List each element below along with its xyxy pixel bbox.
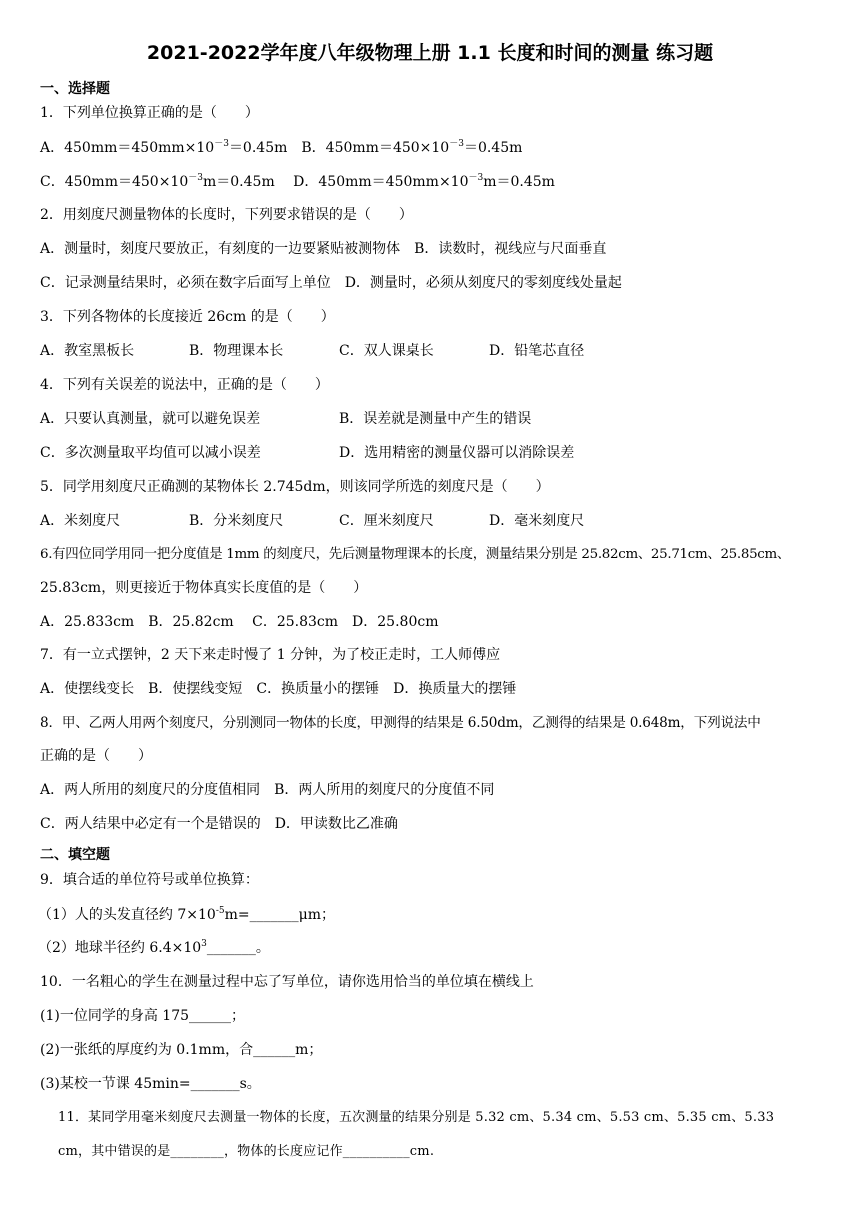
question-11-line-1: 11．某同学用毫米刻度尺去测量一物体的长度，五次测量的结果分别是 5.32 cm、5.34 cm、5.53 cm、5.35 cm、5.33 <box>58 1110 775 1125</box>
question-7-options: A．使摆线变长 B．使摆线变短 C．换质量小的摆锤 D．换质量大的摆锤 <box>40 681 517 697</box>
q5-option-d: D．毫米刻度尺 <box>489 513 585 529</box>
question-11-line-2: cm，其中错误的是________，物体的长度应记作__________cm. <box>58 1144 435 1159</box>
question-10-part-3: (3)某校一节课 45min=_______s。 <box>40 1076 261 1092</box>
question-9-part-2 <box>38 939 826 957</box>
q9-p2-exp: 3 <box>201 939 207 949</box>
question-10-part-2: (2)一张纸的厚度约为 0.1mm，合______m； <box>40 1042 323 1058</box>
q1-cd-text-3: m＝0.45m <box>483 174 555 190</box>
question-6-stem-line-2: 25.83cm，则更接近于物体真实长度值的是（ ） <box>40 580 368 596</box>
question-2-stem: 2．用刻度尺测量物体的长度时，下列要求错误的是（ ） <box>40 207 413 223</box>
q1-ab-text-1: A．450mm＝450mm×10 <box>40 140 215 156</box>
question-7-stem: 7．有一立式摆钟，2 天下来走时慢了 1 分钟，为了校正走时，工人师傅应 <box>40 647 501 663</box>
q4-option-c: C．多次测量取平均值可以减小误差 <box>40 445 261 461</box>
question-1-stem: 1．下列单位换算正确的是（ ） <box>40 105 259 121</box>
question-2-options-ab: A．测量时，刻度尺要放正，有刻度的一边要紧贴被测物体 B．读数时，视线应与尺面垂直 <box>40 241 607 257</box>
question-4-stem: 4．下列有关误差的说法中，正确的是（ ） <box>40 377 329 393</box>
question-9-part-1 <box>38 906 826 924</box>
q5-option-c: C．厘米刻度尺 <box>339 513 434 529</box>
question-6-options: A．25.833cm B．25.82cm C．25.83cm D．25.80cm <box>40 614 439 630</box>
q9-p2-text-1: （2）地球半径约 6.4×10 <box>38 940 202 956</box>
q9-p1-text-2: m=_______μm； <box>224 907 335 923</box>
q5-option-b: B．分米刻度尺 <box>189 513 284 529</box>
question-8-stem-line-2: 正确的是（ ） <box>40 748 152 764</box>
q3-option-d: D．铅笔芯直径 <box>489 343 585 359</box>
q1-cd-text-2: m＝0.45m D．450mm＝450mm×10 <box>203 174 469 190</box>
q1-cd-exp-1: －3 <box>188 173 203 183</box>
q1-cd-exp-2: －3 <box>468 173 484 183</box>
q1-ab-exp-1: －3 <box>214 139 229 149</box>
q3-option-b: B．物理课本长 <box>189 343 284 359</box>
question-10-stem: 10．一名粗心的学生在测量过程中忘了写单位，请你选用恰当的单位填在横线上 <box>40 974 534 990</box>
question-3-stem: 3．下列各物体的长度接近 26cm 的是（ ） <box>40 309 335 325</box>
q1-ab-exp-2: －3 <box>449 139 464 149</box>
q9-p1-text-1: （1）人的头发直径约 7×10 <box>38 907 216 923</box>
question-10-part-1: (1)一位同学的身高 175______； <box>40 1008 246 1024</box>
section-heading-choice: 一、选择题 <box>40 81 110 97</box>
question-6-stem-line-1: 6.有四位同学用同一把分度值是 1mm 的刻度尺，先后测量物理课本的长度，测量结果分别是 25.82cm、25.71cm、25.85cm、 <box>40 547 790 562</box>
question-1-options-ab <box>40 139 826 157</box>
question-2-options-cd: C．记录测量结果时，必须在数字后面写上单位 D．测量时，必须从刻度尺的零刻度线处量起 <box>40 275 622 291</box>
q1-ab-text-3: ＝0.45m <box>463 140 523 156</box>
q9-p1-exp: -5 <box>215 906 225 916</box>
question-1-options-cd <box>40 173 826 191</box>
question-9-stem: 9．填合适的单位符号或单位换算： <box>40 872 259 888</box>
q9-p2-text-2: _______。 <box>206 940 270 956</box>
question-8-options-ab: A．两人所用的刻度尺的分度值相同 B．两人所用的刻度尺的分度值不同 <box>40 782 495 798</box>
q3-option-c: C．双人课桌长 <box>339 343 434 359</box>
q4-option-a: A．只要认真测量，就可以避免误差 <box>40 411 261 427</box>
q4-option-d: D．选用精密的测量仪器可以消除误差 <box>339 445 575 461</box>
q4-option-b: B．误差就是测量中产生的错误 <box>339 411 532 427</box>
question-8-stem-line-1: 8．甲、乙两人用两个刻度尺，分别测同一物体的长度，甲测得的结果是 6.50dm，乙测得的结果是 0.648m，下列说法中 <box>40 715 761 731</box>
section-heading-fill: 二、填空题 <box>40 847 110 863</box>
q1-ab-text-2: ＝0.45m B．450mm＝450×10 <box>228 140 450 156</box>
q5-option-a: A．米刻度尺 <box>40 513 121 529</box>
page-title: 2021-2022学年度八年级物理上册 1.1 长度和时间的测量 练习题 <box>146 42 714 64</box>
q1-cd-text-1: C．450mm＝450×10 <box>40 174 189 190</box>
question-8-options-cd: C．两人结果中必定有一个是错误的 D．甲读数比乙准确 <box>40 816 398 832</box>
question-5-stem: 5．同学用刻度尺正确测的某物体长 2.745dm，则该同学所选的刻度尺是（ ） <box>40 479 550 495</box>
q3-option-a: A．教室黑板长 <box>40 343 135 359</box>
